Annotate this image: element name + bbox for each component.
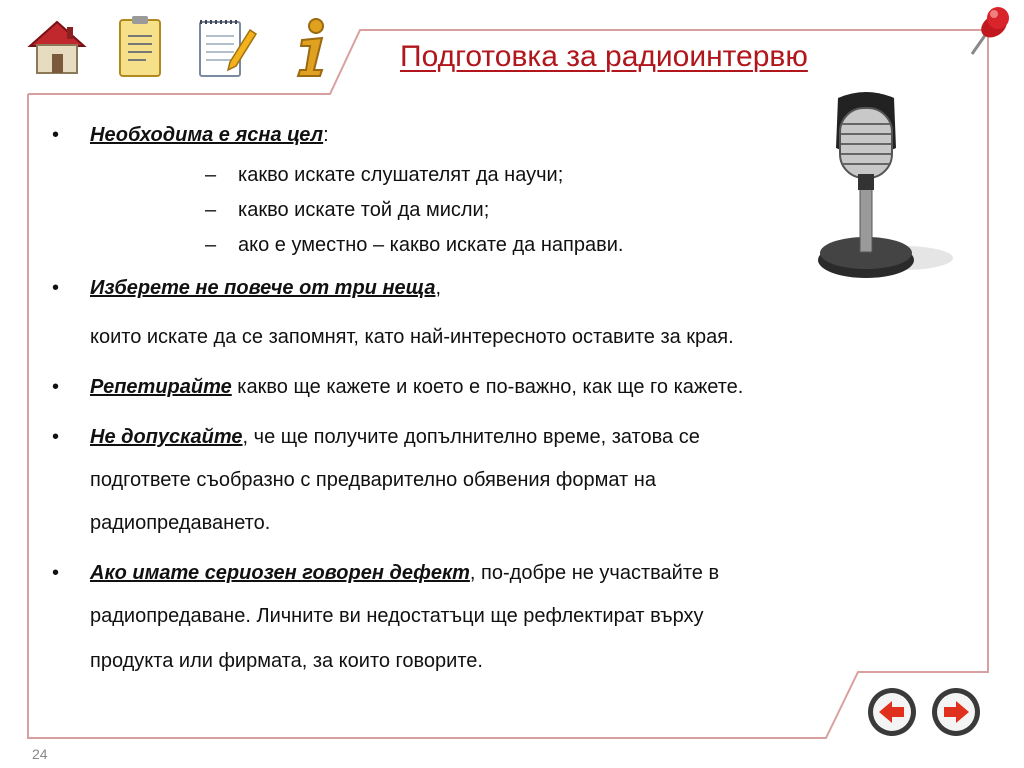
previous-button[interactable] [866,686,918,738]
arrow-left-icon [866,686,918,738]
list-item: Не допускайте, че ще получите допълнително време, затова се [90,426,700,448]
bullet: • [52,124,60,146]
list-item: Необходима е ясна цел: [90,124,329,146]
page-number: 24 [32,746,48,762]
dash: – [205,164,217,186]
bullet: • [52,562,60,584]
page-title: Подготовка за радиоинтервю [400,40,808,73]
list-item: Ако имате сериозен говорен дефект, по-добре не участвайте в [90,562,720,584]
bullet: • [52,426,60,448]
bullet: • [52,376,60,398]
list-item-line: радиопредаването. [90,512,271,534]
list-item: Репетирайте какво ще кажете и което е по-важно, как ще го кажете. [90,376,744,398]
next-button[interactable] [930,686,982,738]
sub-item: какво искате слушателят да научи; [238,164,564,186]
sub-item: какво искате той да мисли; [238,199,490,221]
dash: – [205,234,217,256]
list-item-line: радиопредаване. Личните ви недостатъци ще рефлектират върху [90,605,704,627]
list-item-line: подгответе съобразно с предварително обявения формат на [90,469,656,491]
list-item-line: продукта или фирмата, за които говорите. [90,650,483,672]
dash: – [205,199,217,221]
list-item: Изберете не повече от три неща, [90,277,442,299]
arrow-right-icon [930,686,982,738]
sub-item: ако е уместно – какво искате да направи. [238,234,624,256]
bullet: • [52,277,60,299]
list-item-continuation: които искате да се запомнят, като най-интересното оставите за края. [90,326,734,348]
